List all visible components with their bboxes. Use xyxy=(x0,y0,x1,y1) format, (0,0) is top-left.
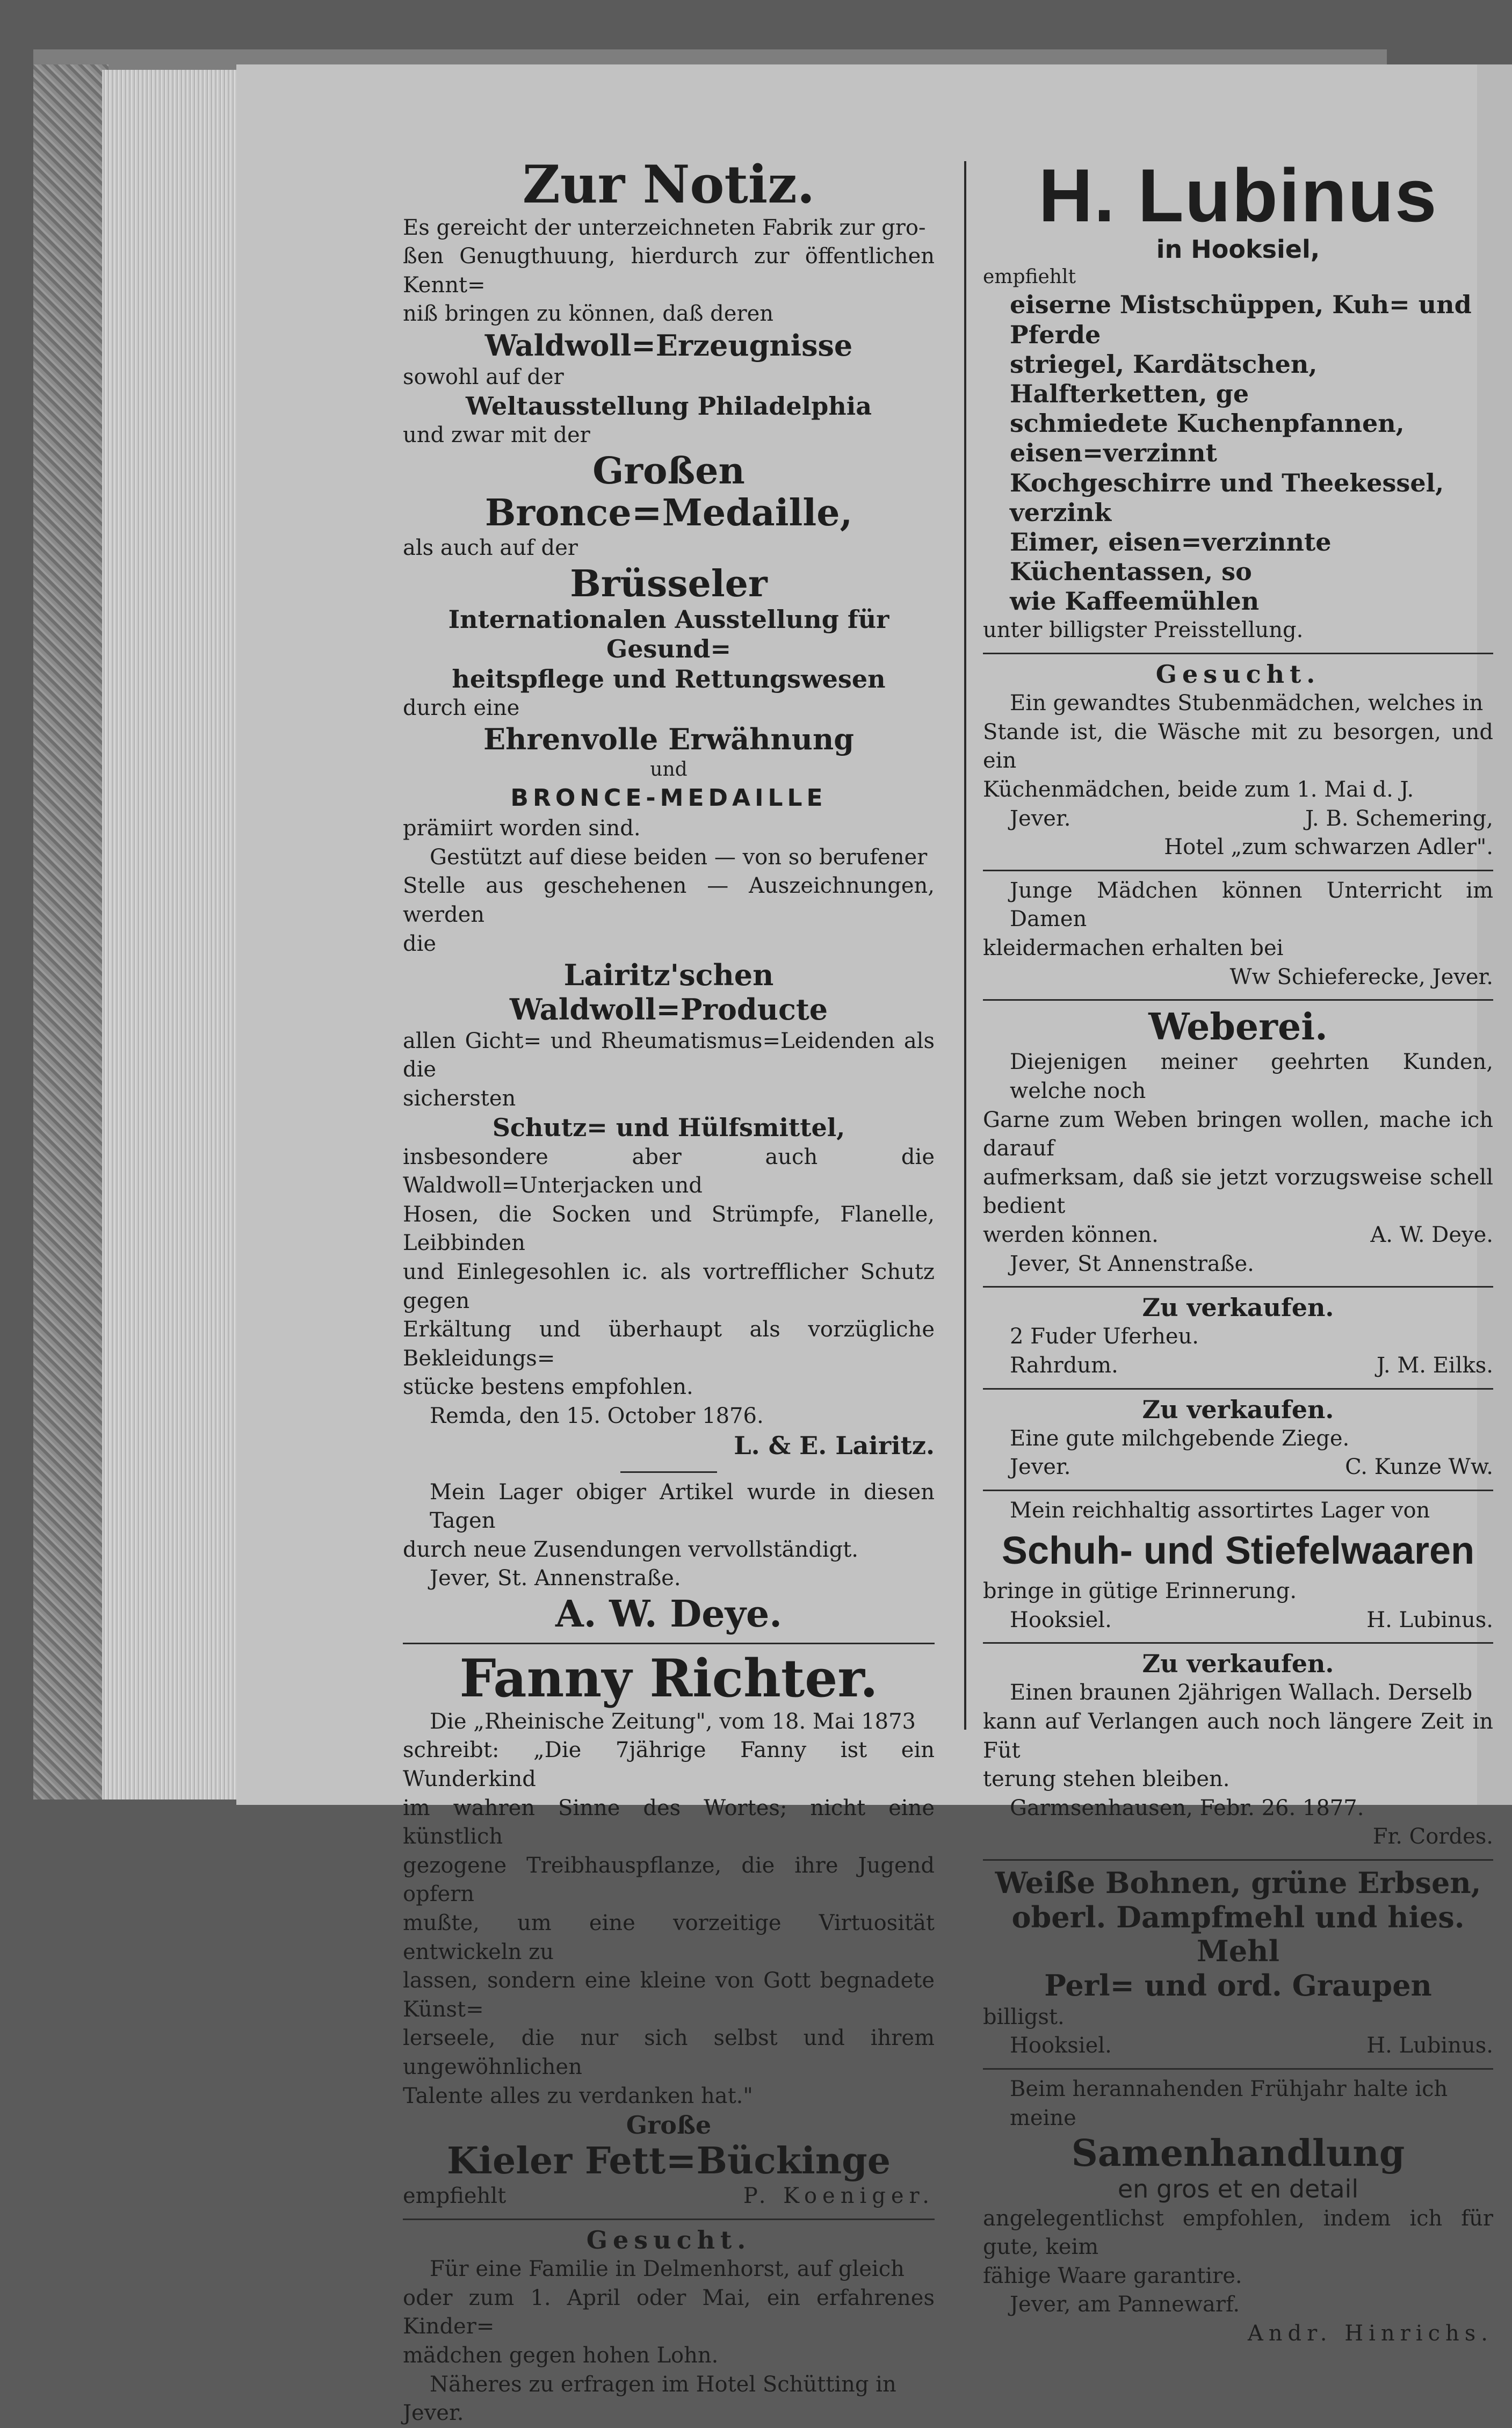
ad-gesucht-right xyxy=(983,660,1493,862)
ad-title: Weberei. xyxy=(1148,1006,1328,1049)
text-line: werden können. xyxy=(983,1222,1159,1247)
text-line: Mein reichhaltig assortirtes Lager von xyxy=(1010,1498,1430,1523)
ad-heading: Internationalen Ausstellung für Gesund= xyxy=(448,605,889,664)
divider xyxy=(983,1286,1493,1288)
text-line: Garne zum Weben bringen wollen, mache ich darauf xyxy=(983,1107,1493,1161)
text-line: terung stehen bleiben. xyxy=(983,1767,1230,1792)
ad-lubinus xyxy=(983,153,1493,645)
text-line: Hotel „zum schwarzen Adler". xyxy=(1164,835,1493,860)
divider xyxy=(403,2219,935,2220)
text-line: Garmsenhausen, Febr. 26. 1877. xyxy=(1010,1795,1364,1820)
signature: A. W. Deye. xyxy=(1370,1222,1493,1247)
right-column xyxy=(983,153,1493,2348)
ad-heading: heitspflege und Rettungswesen xyxy=(452,664,886,693)
divider xyxy=(983,999,1493,1001)
signature: L. & E. Lairitz. xyxy=(734,1430,935,1460)
text-line: lerseele, die nur sich selbst und ihrem ungewöhnlichen xyxy=(403,2026,935,2079)
ad-subtitle: in Hooksiel, xyxy=(1156,235,1320,264)
divider xyxy=(983,870,1493,871)
left-column xyxy=(403,156,935,2428)
text-line: durch eine xyxy=(403,695,520,720)
ad-lager xyxy=(403,1478,935,1636)
signature: J. B. Schemering, xyxy=(1305,806,1493,831)
ad-verkaufen-1 xyxy=(983,1293,1493,1380)
ad-fanny-richter xyxy=(403,1650,935,2111)
page-stack-edges xyxy=(102,70,242,1800)
ad-kieler xyxy=(403,2111,935,2211)
ad-heading: Waldwoll=Erzeugnisse xyxy=(484,328,853,363)
text-line: aufmerksam, daß sie jetzt vorzugsweise schell bedient xyxy=(983,1165,1493,1219)
signature-row xyxy=(403,2182,935,2211)
text-line: allen Gicht= und Rheumatismus=Leidenden als die xyxy=(403,1028,935,1082)
text-line: Jever, am Pannewarf. xyxy=(1010,2292,1240,2317)
ad-heading: BRONCE-MEDAILLE xyxy=(510,784,827,812)
ad-schuh xyxy=(983,1497,1493,1635)
text-line: mädchen gegen hohen Lohn. xyxy=(403,2343,719,2368)
signature-row xyxy=(983,1606,1493,1635)
ad-samenhandlung xyxy=(983,2075,1493,2348)
product-line: wie Kaffeemühlen xyxy=(1010,587,1260,616)
text-line: und xyxy=(650,758,688,781)
text-line: schreibt: „Die 7jährige Fanny ist ein Wunderkind xyxy=(403,1738,935,1791)
text-line: bringe in gütige Erinnerung. xyxy=(983,1578,1297,1603)
text-line: mußte, um eine vorzeitige Virtuosität entwickeln zu xyxy=(403,1910,935,1964)
text-line: Jever. xyxy=(403,2401,464,2426)
text-line: als auch auf der xyxy=(403,536,578,561)
text-line: Die „Rheinische Zeitung", vom 18. Mai 1873 xyxy=(430,1709,916,1734)
ad-subtitle: en gros et en detail xyxy=(1117,2174,1359,2204)
text-line: kleidermachen erhalten bei xyxy=(983,936,1284,961)
text-line: Beim herannahenden Frühjahr halte ich meine xyxy=(1010,2076,1448,2130)
text-line: und zwar mit der xyxy=(403,423,590,448)
divider xyxy=(983,1388,1493,1390)
ad-title: Samenhandlung xyxy=(1071,2132,1405,2176)
ad-title: Zu verkaufen. xyxy=(1142,1293,1334,1323)
text-line: Diejenigen meiner geehrten Kunden, welche noch xyxy=(1010,1050,1493,1103)
product-line: Kochgeschirre und Theekessel, verzink xyxy=(1010,468,1444,527)
text-line: Stelle aus geschehenen — Auszeichnungen, werden xyxy=(403,873,935,927)
ad-zur-notiz xyxy=(403,156,935,1461)
text-line: Große xyxy=(626,2111,712,2140)
ad-title: Gesucht. xyxy=(1155,660,1321,689)
product-line: eiserne Mistschüppen, Kuh= und Pferde xyxy=(1010,290,1472,349)
text-line: durch neue Zusendungen vervollständigt. xyxy=(403,1537,859,1562)
text-line: Jever, St. Annenstraße. xyxy=(430,1566,681,1591)
signature: Andr. Hinrichs. xyxy=(1247,2321,1493,2346)
ad-heading: Großen Bronce=Medaille, xyxy=(484,449,853,535)
text-line: Jever. xyxy=(1010,806,1071,831)
text-line: empfiehlt xyxy=(983,266,1076,288)
signature: C. Kunze Ww. xyxy=(1345,1455,1493,1480)
product-line: striegel, Kardätschen, Halfterketten, ge xyxy=(1010,349,1318,408)
ad-title: Zur Notiz. xyxy=(522,154,815,215)
ad-unterricht xyxy=(983,877,1493,992)
ad-gesucht-left xyxy=(403,2225,935,2428)
text-line: oder zum 1. April oder Mai, ein erfahrenes Kinder= xyxy=(403,2285,935,2339)
text-line: Erkältung und überhaupt als vorzügliche Bekleidungs= xyxy=(403,1317,935,1371)
signature-row xyxy=(983,1221,1493,1250)
ad-title: Gesucht. xyxy=(586,2225,751,2255)
text-line: Hooksiel. xyxy=(1010,1607,1112,1632)
divider xyxy=(620,1471,717,1473)
text-line: niß bringen zu können, daß deren xyxy=(403,301,773,327)
ad-heading: Lairitz'schen Waldwoll=Producte xyxy=(509,958,828,1027)
divider xyxy=(983,1490,1493,1491)
text-line: billigst. xyxy=(983,2004,1065,2029)
text-line: Es gereicht der unterzeichneten Fabrik zur gro- xyxy=(403,215,926,240)
signature: H. Lubinus. xyxy=(1366,2033,1493,2058)
text-line: Rahrdum. xyxy=(1010,1353,1118,1378)
text-line: gezogene Treibhauspflanze, die ihre Jugend opfern xyxy=(403,1853,935,1907)
ad-heading: Schutz= und Hülfsmittel, xyxy=(492,1113,845,1143)
divider xyxy=(403,1643,935,1644)
ad-verkaufen-3 xyxy=(983,1649,1493,1852)
ad-heading: Weiße Bohnen, grüne Erbsen, xyxy=(995,1865,1481,1900)
ad-title: Zu verkaufen. xyxy=(1142,1394,1334,1424)
text-line: Jever, St Annenstraße. xyxy=(1010,1251,1254,1276)
ad-title: Zu verkaufen. xyxy=(1142,1649,1334,1679)
signature: A. W. Deye. xyxy=(555,1593,782,1636)
divider xyxy=(983,653,1493,654)
text-line: ßen Genugthuung, hierdurch zur öffentlichen Kennt= xyxy=(403,244,935,298)
text-line: und Einlegesohlen ic. als vortrefflicher Schutz gegen xyxy=(403,1259,935,1313)
text-line: lassen, sondern eine kleine von Gott begnadete Künst= xyxy=(403,1968,935,2022)
column-divider xyxy=(964,161,966,1730)
text-line: Für eine Familie in Delmenhorst, auf gleich xyxy=(430,2257,905,2282)
text-line: Küchenmädchen, beide zum 1. Mai d. J. xyxy=(983,777,1414,803)
signature-row xyxy=(983,2032,1493,2061)
place-date: Remda, den 15. October 1876. xyxy=(430,1403,764,1428)
ad-heading: Ehrenvolle Erwähnung xyxy=(483,722,854,757)
product-line: schmiedete Kuchenpfannen, eisen=verzinnt xyxy=(1010,409,1405,468)
text-line: stücke bestens empfohlen. xyxy=(403,1375,693,1400)
divider xyxy=(983,1859,1493,1861)
signature-row xyxy=(983,805,1493,834)
ad-weberei xyxy=(983,1006,1493,1278)
text-line: insbesondere aber auch die Waldwoll=Unterjacken und xyxy=(403,1144,935,1198)
signature: Fr. Cordes. xyxy=(1372,1824,1493,1849)
text-line: Eine gute milchgebende Ziege. xyxy=(1010,1426,1350,1451)
text-line: Gestützt auf diese beiden — von so berufener xyxy=(430,844,928,870)
ad-bohnen xyxy=(983,1866,1493,2061)
signature-row xyxy=(983,1453,1493,1482)
ad-title: Kieler Fett=Bückinge xyxy=(447,2140,891,2183)
text-line: unter billigster Preisstellung. xyxy=(983,618,1304,643)
text-line: Hosen, die Socken und Strümpfe, Flanelle, Leibbinden xyxy=(403,1202,935,1256)
ad-title: H. Lubinus xyxy=(1038,153,1438,237)
ad-heading: oberl. Dampfmehl und hies. Mehl xyxy=(1011,1899,1465,1969)
ad-verkaufen-2 xyxy=(983,1395,1493,1482)
text-line: Ein gewandtes Stubenmädchen, welches in xyxy=(1010,691,1484,716)
product-line: Eimer, eisen=verzinnte Küchentassen, so xyxy=(1010,527,1332,587)
text-line: 2 Fuder Uferheu. xyxy=(1010,1324,1199,1349)
text-line: die xyxy=(403,931,437,956)
ad-title: Schuh- und Stiefelwaaren xyxy=(1001,1529,1475,1573)
ad-title: Fanny Richter. xyxy=(459,1648,878,1709)
text-line: Jever. xyxy=(1010,1455,1071,1480)
text-line: kann auf Verlangen auch noch längere Zeit in Füt xyxy=(983,1709,1493,1763)
text-line: Stande ist, die Wäsche mit zu besorgen, und ein xyxy=(983,719,1493,774)
signature: H. Lubinus. xyxy=(1366,1607,1493,1632)
text-line: Junge Mädchen können Unterricht im Damen xyxy=(1010,878,1493,932)
text-line: fähige Waare garantire. xyxy=(983,2263,1242,2288)
signature: P. Koeniger. xyxy=(743,2184,935,2209)
text-line: Hooksiel. xyxy=(1010,2033,1112,2058)
signature: Ww Schieferecke, Jever. xyxy=(1229,964,1493,989)
divider xyxy=(983,1642,1493,1644)
ad-heading: Weltausstellung Philadelphia xyxy=(465,392,872,421)
ad-heading: Perl= und ord. Graupen xyxy=(1044,1968,1432,2003)
text-line: Näheres zu erfragen im Hotel Schütting in xyxy=(430,2372,896,2397)
text-line: Einen braunen 2jährigen Wallach. Derselb xyxy=(1010,1680,1473,1706)
text-line: im wahren Sinne des Wortes; nicht eine künstlich xyxy=(403,1795,935,1849)
text-line: prämiirt worden sind. xyxy=(403,816,641,841)
text-line: Mein Lager obiger Artikel wurde in diesen Tagen xyxy=(430,1479,935,1534)
ad-heading: Brüsseler xyxy=(570,562,768,605)
book-cover-marbled xyxy=(33,64,108,1800)
signature: J. M. Eilks. xyxy=(1376,1353,1493,1378)
divider xyxy=(983,2068,1493,2070)
text-line: angelegentlichst empfohlen, indem ich für gute, keim xyxy=(983,2206,1493,2260)
signature-row xyxy=(983,1352,1493,1381)
text-line: sichersten xyxy=(403,1086,516,1111)
text-line: sowohl auf der xyxy=(403,364,564,389)
text-line: empfiehlt xyxy=(403,2184,507,2209)
text-line: Talente alles zu verdanken hat." xyxy=(403,2083,753,2108)
